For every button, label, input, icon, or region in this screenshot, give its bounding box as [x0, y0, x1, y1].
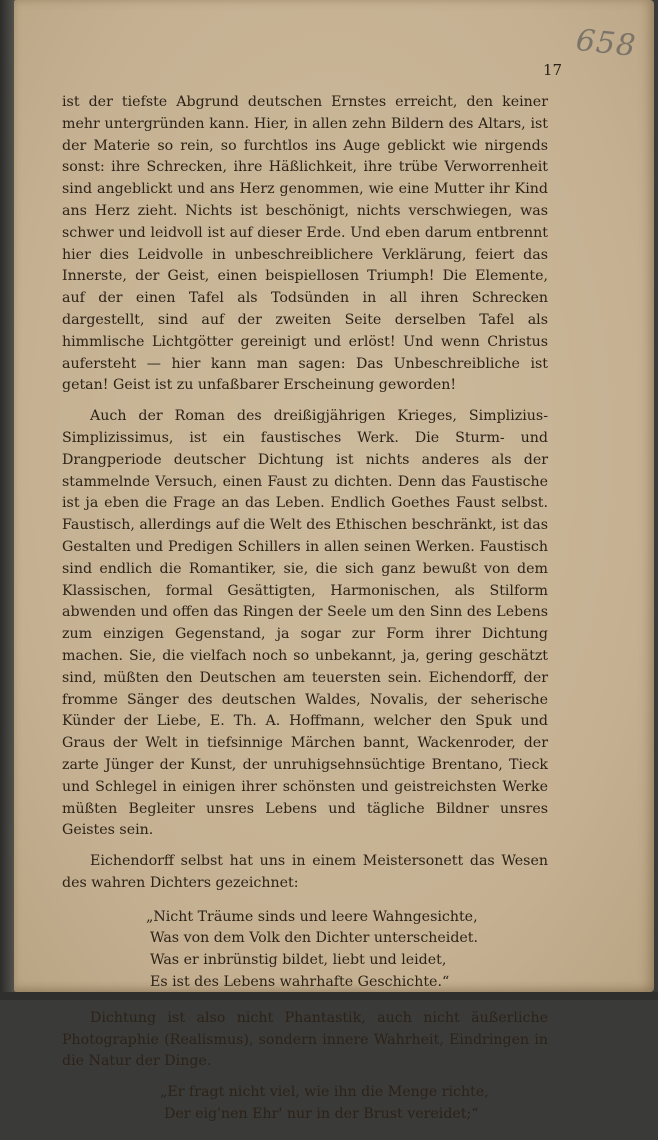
pencil-annotation: 658: [574, 22, 638, 65]
sonnet-quote-1: [146, 907, 548, 994]
verse-line: Was von dem Volk den Dichter unterscheidet.: [150, 930, 479, 947]
verse-line: Es ist des Lebens wahrhafte Geschichte.“: [150, 974, 450, 991]
paragraph-1: ist der tiefste Abgrund deutschen Ernstes erreicht, den keiner mehr untergründen kann. Hier, in allen zehn Bildern des Altars, ist der Materie so rein, so furchtlos ins Auge geblickt wie nirgends sonst: ihre Schrecken, ihre Häßlichkeit, ihre trübe Verworrenheit sind angeblickt und ans Herz genommen, wie eine Mutter ihr Kind ans Herz zieht. Nichts ist beschönigt, nichts verschwiegen, was schwer und leidvoll ist auf dieser Erde. Und eben darum entbrennt hier dies Leidvolle in unbeschreiblichere Verklärung, feiert das Innerste, der Geist, einen beispiellosen Triumph! Die Elemente, auf der einen Tafel als Todsünden in all ihren Schrecken dargestellt, sind auf der zweiten Seite derselben Tafel als himmlische Lichtgötter gereinigt und erlöst! Und wenn Christus aufersteht — hier kann man sagen: Das Unbeschreibliche ist getan! Geist ist zu unfaßbarer Erscheinung geworden!: [62, 94, 548, 394]
book-spine-shadow: [0, 0, 14, 1000]
verse-line: Der eig'nen Ehr' nur in der Brust vereidet;“: [164, 1106, 479, 1123]
paragraph-2: Auch der Roman des dreißigjährigen Krieges, Simplizius-Simplizissimus, ist ein faustisches Werk. Die Sturm- und Drangperiode deutscher Dichtung ist nichts anderes als der stammelnde Versuch, einen Faust zu dichten. Denn das Faustische ist ja eben die Frage an das Leben. Endlich Goethes Faust selbst. Faustisch, allerdings auf die Welt des Ethischen beschränkt, ist das Gestalten und Predigen Schillers in allen seinen Werken. Faustisch sind endlich die Romantiker, sie, die sich ganz bewußt von dem Klassischen, formal Gesättigten, Harmonischen, als Stilform abwenden und offen das Ringen der Seele um den Sinn des Lebens zum einzigen Gegenstand, ja sogar zur Form ihrer Dichtung machen. Sie, die vielfach noch so unbekannt, ja, gering geschätzt sind, müßten den Deutschen am teuersten sein. Eichendorff, der fromme Sänger des deutschen Waldes, Novalis, der seherische Künder der Liebe, E. Th. A. Hoffmann, welcher den Spuk und Graus der Welt in tiefsinnige Märchen bannt, Wackenroder, der zarte Jünger der Kunst, der unruhigsehnsüchtige Brentano, Tieck und Schlegel in einigen ihrer schönsten und geistreichsten Werke müßten Begleiter unsres Lebens und tägliche Bildner unsres Geistes sein.: [62, 408, 548, 839]
page-number: 17: [543, 61, 563, 79]
verse-line: „Nicht Träume sinds und leere Wahngesichte,: [146, 908, 478, 925]
paragraph-4: Dichtung ist also nicht Phantastik, auch nicht äußerliche Photographie (Realismus), sondern innere Wahrheit, Eindringen in die Natur der Dinge.: [62, 1009, 548, 1070]
verse-line: „Er fragt nicht viel, wie ihn die Menge richte,: [160, 1084, 489, 1101]
sonnet-quote-2: [160, 1082, 548, 1126]
paragraph-3: Eichendorff selbst hat uns in einem Meistersonett das Wesen des wahren Dichters gezeichnet:: [62, 853, 548, 891]
body-text: [62, 92, 548, 1140]
verse-line: Was er inbrünstig bildet, liebt und leidet,: [150, 952, 447, 969]
